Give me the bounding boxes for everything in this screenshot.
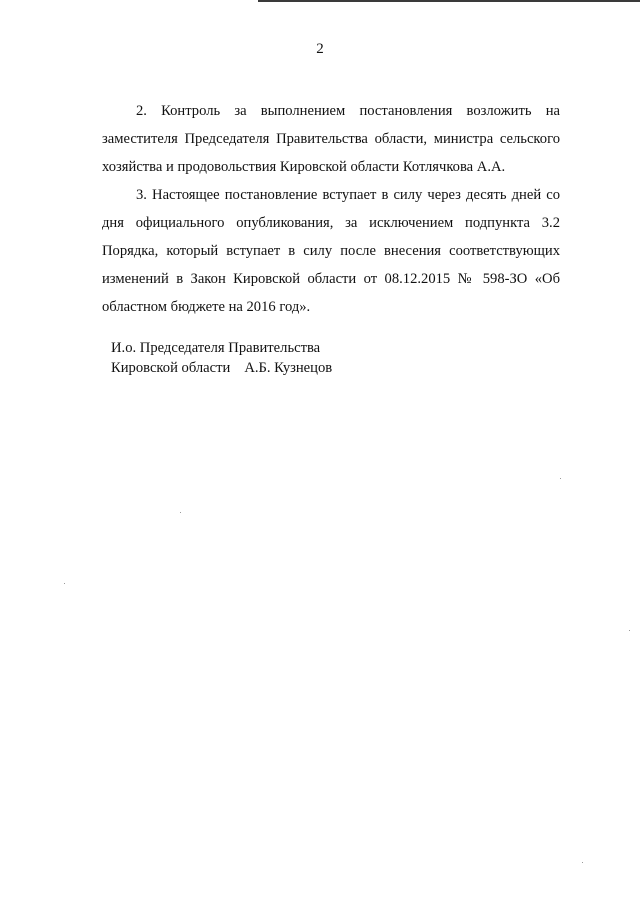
- scan-speck: [180, 512, 181, 513]
- paragraph-control: 2. Контроль за выполнением постановления возложить на заместителя Председателя Правительства области, министра сельского хозяйства и продовольствия Кировской области Котлячкова А.А.: [102, 103, 560, 175]
- signatory-position-line2-row: [111, 358, 332, 378]
- signature-block: [111, 338, 332, 378]
- scan-speck: [64, 583, 65, 584]
- scan-speck: [582, 862, 583, 863]
- paragraph-effective-date: 3. Настоящее постановление вступает в силу через десять дней со дня официального опубликования, за исключением подпункта 3.2 Порядка, который вступает в силу после внесения соответствующих изменений в Закон Кировской области от 08.12.2015 № 598-ЗО «Об областном бюджете на 2016 год».: [102, 187, 560, 315]
- signatory-position-line1: И.о. Председателя Правительства: [111, 340, 321, 356]
- signatory-name: А.Б. Кузнецов: [244, 360, 333, 376]
- top-edge-rule: [258, 0, 640, 2]
- document-body: [102, 97, 560, 321]
- signatory-position-line2: Кировской области: [111, 360, 231, 376]
- scan-speck: [629, 630, 630, 631]
- page-number: 2: [316, 41, 324, 57]
- scan-speck: [560, 478, 561, 479]
